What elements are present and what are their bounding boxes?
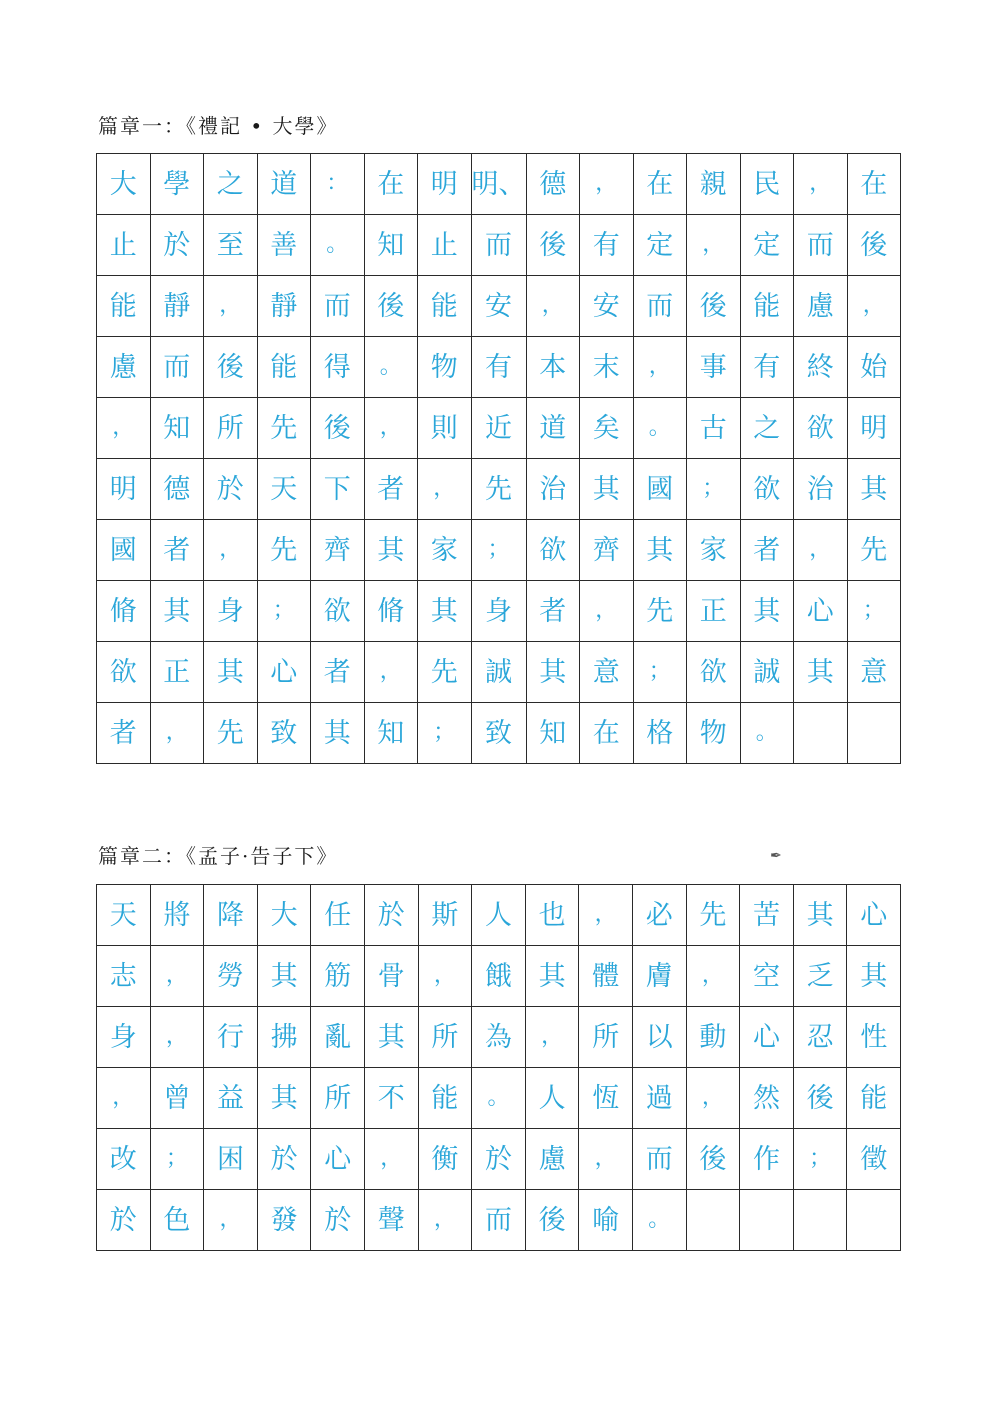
grid-cell: 其 [794,885,848,946]
grid-cell: 有 [580,215,634,276]
grid-cell: ； [418,703,472,764]
grid-cell: 治 [794,459,848,520]
grid-cell: ， [418,459,472,520]
grid-cell: 過 [633,1068,687,1129]
grid-cell: 治 [527,459,581,520]
grid-cell: 。 [365,337,419,398]
grid-cell: 其 [847,946,901,1007]
grid-cell: 然 [740,1068,794,1129]
grid-cell: 正 [687,581,741,642]
grid-cell: ； [151,1129,205,1190]
grid-cell: 欲 [97,642,151,703]
grid-cell: 。 [472,1068,526,1129]
grid-cell: 聲 [365,1190,419,1251]
grid-cell: 於 [151,215,205,276]
grid-cell: 誠 [741,642,795,703]
grid-cell: ， [687,1068,741,1129]
grid-cell: ， [365,398,419,459]
grid-cell: 先 [204,703,258,764]
grid-cell: 行 [204,1007,258,1068]
grid-cell: 明 [848,398,902,459]
grid-cell: 終 [794,337,848,398]
grid-cell: 能 [97,276,151,337]
grid-cell: 為 [472,1007,526,1068]
grid-cell: ， [527,276,581,337]
grid-cell: 先 [258,398,312,459]
grid-cell [848,703,902,764]
grid-cell: 先 [418,642,472,703]
grid-cell: ； [794,1129,848,1190]
grid-cell: 曾 [151,1068,205,1129]
grid-cell: ， [419,1190,473,1251]
grid-cell: ， [526,1007,580,1068]
pen-mark: ✒ [770,848,782,864]
grid-cell: 安 [472,276,527,337]
grid-cell: 格 [634,703,688,764]
grid-cell: 正 [151,642,205,703]
grid-cell: 其 [365,520,419,581]
grid-cell: 能 [419,1068,473,1129]
section-2-grid [96,884,901,1251]
grid-cell: ， [580,581,634,642]
grid-cell: 欲 [741,459,795,520]
grid-cell: 定 [741,215,795,276]
grid-cell: ； [258,581,312,642]
grid-cell: 民 [741,154,795,215]
grid-cell: 能 [847,1068,901,1129]
grid-cell: 知 [151,398,205,459]
grid-cell: 後 [687,1129,741,1190]
grid-cell: 於 [365,885,419,946]
grid-cell: 膚 [633,946,687,1007]
grid-cell: 其 [634,520,688,581]
grid-cell: 親 [687,154,741,215]
grid-cell: 先 [258,520,312,581]
grid-cell: ， [687,946,741,1007]
grid-cell: 能 [258,337,312,398]
grid-cell: ； [687,459,741,520]
grid-cell: 天 [258,459,312,520]
grid-cell: 國 [97,520,151,581]
grid-cell: 於 [97,1190,151,1251]
grid-cell [847,1190,901,1251]
grid-cell: 其 [258,1068,312,1129]
grid-cell: 至 [204,215,258,276]
grid-cell: 不 [365,1068,419,1129]
grid-cell: 其 [151,581,205,642]
grid-cell: 苦 [740,885,794,946]
grid-cell: 而 [151,337,205,398]
grid-cell: 而 [472,1190,526,1251]
grid-cell: 其 [526,946,580,1007]
grid-cell: ， [365,642,419,703]
grid-cell: 心 [740,1007,794,1068]
grid-cell: 發 [258,1190,312,1251]
grid-cell: 身 [97,1007,151,1068]
grid-cell: 知 [365,215,419,276]
grid-cell: ， [365,1129,419,1190]
grid-cell: 後 [311,398,365,459]
grid-cell: 而 [311,276,365,337]
grid-cell: 致 [472,703,527,764]
grid-cell: 得 [311,337,365,398]
grid-cell: 其 [527,642,581,703]
grid-cell: 意 [580,642,634,703]
grid-cell: 後 [848,215,902,276]
grid-cell: 亂 [311,1007,365,1068]
grid-cell: ； [848,581,902,642]
grid-cell: 始 [848,337,902,398]
grid-cell: 乏 [794,946,848,1007]
grid-cell: 家 [687,520,741,581]
grid-cell: ， [97,1068,151,1129]
grid-cell: ， [580,154,634,215]
grid-cell: 體 [579,946,633,1007]
grid-cell: 筋 [311,946,365,1007]
grid-cell: 心 [794,581,848,642]
section-1-title: 篇章一：《禮記 • 大學》 [98,114,339,138]
grid-cell: ， [204,520,258,581]
grid-cell: 欲 [687,642,741,703]
grid-cell: 後 [527,215,581,276]
grid-cell: 也 [526,885,580,946]
grid-cell: 明 [418,154,472,215]
grid-cell: 大 [97,154,151,215]
grid-cell: 學 [151,154,205,215]
grid-cell: 而 [634,276,688,337]
grid-cell: 下 [311,459,365,520]
grid-cell: 德 [151,459,205,520]
grid-cell: 喻 [579,1190,633,1251]
grid-cell: 明、 [472,154,527,215]
grid-cell [687,1190,741,1251]
grid-cell: 心 [258,642,312,703]
grid-cell: 其 [848,459,902,520]
grid-cell: 。 [741,703,795,764]
grid-cell: 色 [151,1190,205,1251]
grid-cell: ， [794,154,848,215]
grid-cell: 齊 [311,520,365,581]
grid-cell: 於 [204,459,258,520]
grid-cell: 止 [418,215,472,276]
grid-cell: 而 [633,1129,687,1190]
grid-cell: 改 [97,1129,151,1190]
grid-cell: 。 [634,398,688,459]
grid-cell: 慮 [97,337,151,398]
grid-cell: ； [472,520,527,581]
grid-cell: 所 [419,1007,473,1068]
grid-cell: 有 [741,337,795,398]
grid-cell: 必 [633,885,687,946]
grid-cell: 者 [311,642,365,703]
grid-cell: 齊 [580,520,634,581]
grid-cell: 家 [418,520,472,581]
grid-cell: 有 [472,337,527,398]
grid-cell: 能 [741,276,795,337]
grid-cell: 作 [740,1129,794,1190]
grid-cell: 矣 [580,398,634,459]
grid-cell [794,703,848,764]
grid-cell: 明 [97,459,151,520]
grid-cell: 欲 [311,581,365,642]
grid-cell: 致 [258,703,312,764]
grid-cell: 物 [418,337,472,398]
grid-cell: 困 [204,1129,258,1190]
grid-cell: 脩 [97,581,151,642]
grid-cell: 者 [365,459,419,520]
grid-cell: 骨 [365,946,419,1007]
grid-cell: 善 [258,215,312,276]
grid-cell: 身 [204,581,258,642]
grid-cell: 則 [418,398,472,459]
grid-cell: 其 [365,1007,419,1068]
grid-cell: 物 [687,703,741,764]
grid-cell: ； [634,642,688,703]
grid-cell: 以 [633,1007,687,1068]
grid-cell: ， [579,885,633,946]
grid-cell: 性 [847,1007,901,1068]
grid-cell: 人 [526,1068,580,1129]
grid-cell: 於 [258,1129,312,1190]
grid-cell: 道 [527,398,581,459]
grid-cell: 其 [418,581,472,642]
grid-cell: 國 [634,459,688,520]
grid-cell: 降 [204,885,258,946]
grid-cell: 其 [258,946,312,1007]
grid-cell: 末 [580,337,634,398]
grid-cell: 者 [151,520,205,581]
grid-cell: ， [687,215,741,276]
grid-cell: 拂 [258,1007,312,1068]
grid-cell: 者 [97,703,151,764]
grid-cell: 於 [311,1190,365,1251]
grid-cell: 其 [741,581,795,642]
grid-cell: ， [151,946,205,1007]
grid-cell: 其 [580,459,634,520]
grid-cell: ， [151,1007,205,1068]
grid-cell: 止 [97,215,151,276]
grid-cell: 後 [526,1190,580,1251]
grid-cell: 能 [418,276,472,337]
grid-cell: 之 [204,154,258,215]
grid-cell: 天 [97,885,151,946]
grid-cell: 而 [794,215,848,276]
grid-cell: 所 [579,1007,633,1068]
grid-cell [794,1190,848,1251]
section-2-title: 篇章二：《孟子·告子下》 [98,844,339,868]
grid-cell: 任 [311,885,365,946]
grid-cell: 靜 [258,276,312,337]
grid-cell: 欲 [527,520,581,581]
grid-cell: 心 [311,1129,365,1190]
grid-cell: 徵 [847,1129,901,1190]
grid-cell: 先 [472,459,527,520]
grid-cell: 。 [311,215,365,276]
grid-cell: 慮 [526,1129,580,1190]
grid-cell: 餓 [472,946,526,1007]
grid-cell: 其 [311,703,365,764]
grid-cell: 忍 [794,1007,848,1068]
grid-cell: 之 [741,398,795,459]
grid-cell: 志 [97,946,151,1007]
grid-cell: 斯 [419,885,473,946]
section-1-grid [96,153,901,764]
grid-cell: 益 [204,1068,258,1129]
grid-cell: 。 [633,1190,687,1251]
grid-cell: 恆 [579,1068,633,1129]
grid-cell: 在 [634,154,688,215]
grid-cell: ， [419,946,473,1007]
grid-cell: 其 [794,642,848,703]
grid-cell: 人 [472,885,526,946]
grid-cell: 所 [311,1068,365,1129]
grid-cell: 知 [365,703,419,764]
grid-cell: 後 [687,276,741,337]
grid-cell: 欲 [794,398,848,459]
grid-cell: ， [579,1129,633,1190]
grid-cell: 先 [687,885,741,946]
grid-cell: 誠 [472,642,527,703]
grid-cell: 安 [580,276,634,337]
grid-cell: 靜 [151,276,205,337]
grid-cell: 知 [527,703,581,764]
grid-cell: 動 [687,1007,741,1068]
grid-cell: ， [204,1190,258,1251]
grid-cell: 近 [472,398,527,459]
grid-cell: 所 [204,398,258,459]
grid-cell: 大 [258,885,312,946]
grid-cell: ， [204,276,258,337]
grid-cell: ， [794,520,848,581]
grid-cell: 先 [634,581,688,642]
grid-cell: 其 [204,642,258,703]
grid-cell: 脩 [365,581,419,642]
grid-cell: ， [151,703,205,764]
grid-cell: 勞 [204,946,258,1007]
grid-cell: 後 [204,337,258,398]
grid-cell: ： [311,154,365,215]
grid-cell: 身 [472,581,527,642]
grid-cell: 後 [794,1068,848,1129]
grid-cell: 古 [687,398,741,459]
grid-cell: 先 [848,520,902,581]
grid-cell: 而 [472,215,527,276]
grid-cell [740,1190,794,1251]
grid-cell: 德 [527,154,581,215]
grid-cell: 定 [634,215,688,276]
grid-cell: 者 [741,520,795,581]
grid-cell: 在 [580,703,634,764]
grid-cell: 在 [848,154,902,215]
grid-cell: 道 [258,154,312,215]
grid-cell: 衡 [419,1129,473,1190]
grid-cell: ， [97,398,151,459]
grid-cell: 事 [687,337,741,398]
grid-cell: 於 [472,1129,526,1190]
grid-cell: 心 [847,885,901,946]
grid-cell: 慮 [794,276,848,337]
grid-cell: ， [634,337,688,398]
grid-cell: 將 [151,885,205,946]
grid-cell: ， [848,276,902,337]
grid-cell: 意 [848,642,902,703]
grid-cell: 在 [365,154,419,215]
grid-cell: 空 [740,946,794,1007]
grid-cell: 本 [527,337,581,398]
grid-cell: 後 [365,276,419,337]
grid-cell: 者 [527,581,581,642]
